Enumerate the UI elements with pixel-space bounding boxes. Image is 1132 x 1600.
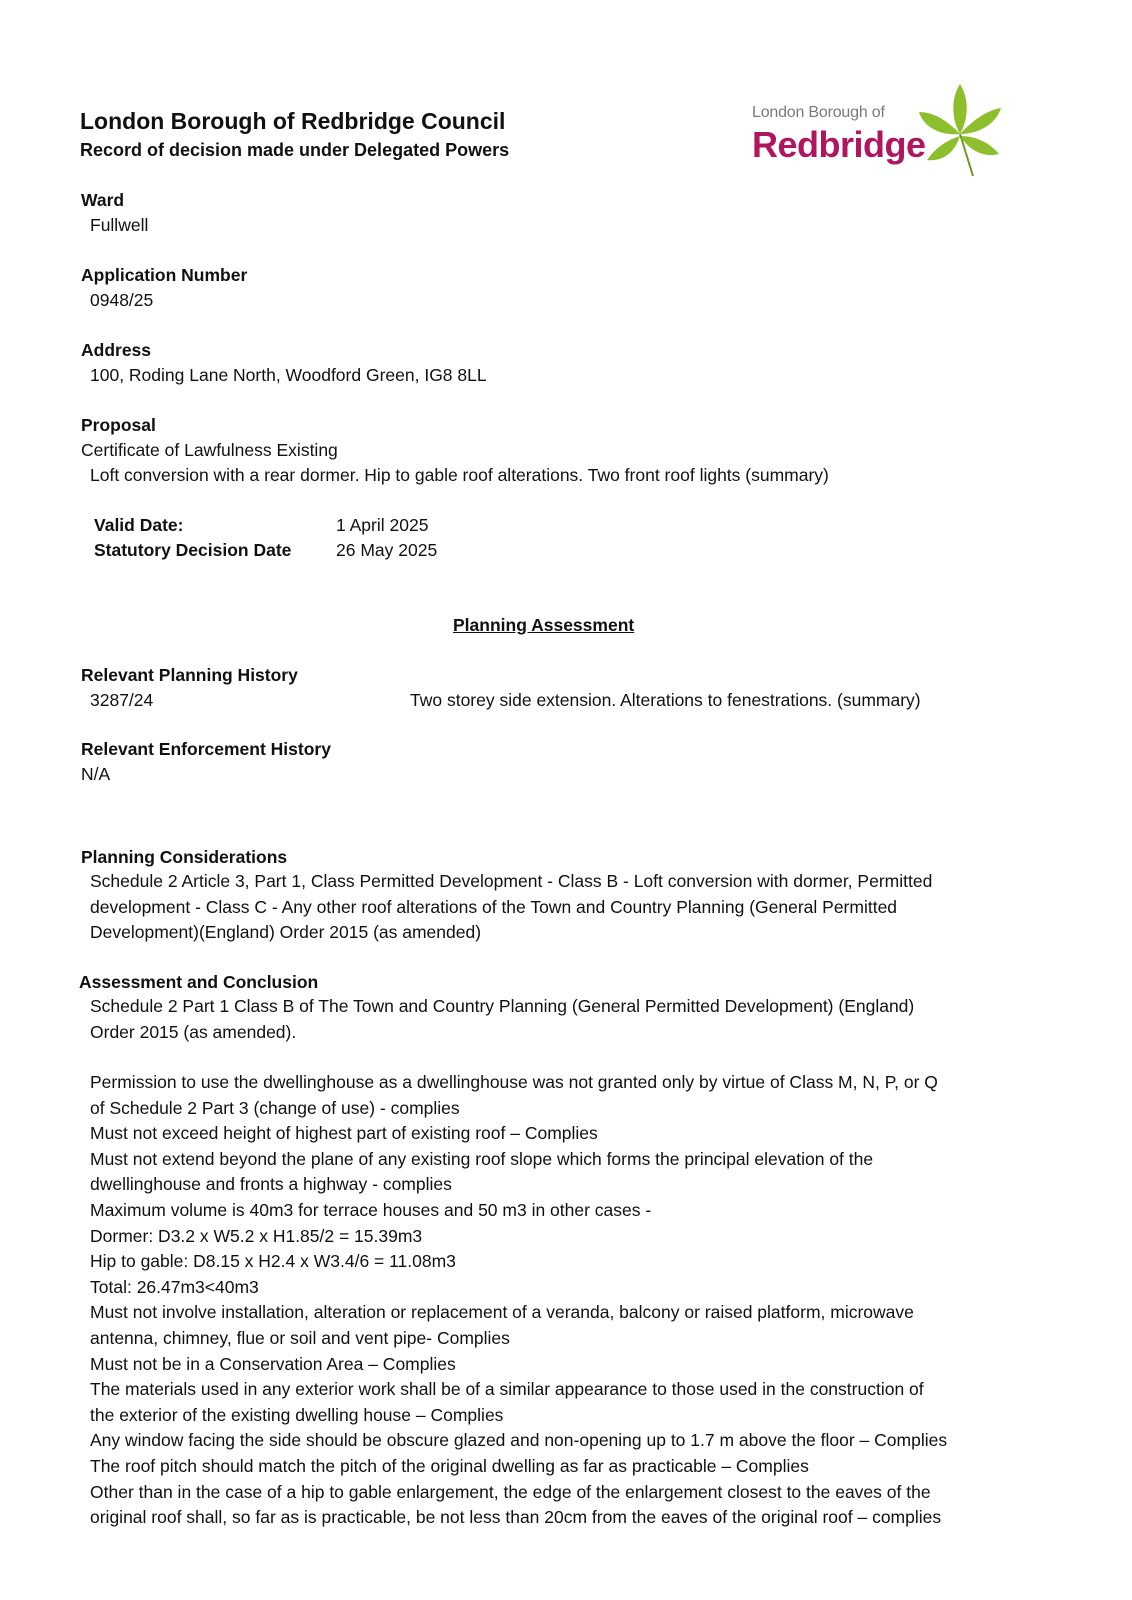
criteria-line: original roof shall, so far as is practicable, be not less than 20cm from the eaves of the original roof – complies <box>90 1507 942 1528</box>
proposal-label: Proposal <box>81 415 156 435</box>
ward-label: Ward <box>81 190 125 210</box>
criteria-line: of Schedule 2 Part 3 (change of use) - complies <box>90 1097 460 1118</box>
application-number-value: 0948/25 <box>90 290 154 310</box>
statutory-date-label: Statutory Decision Date <box>94 540 292 560</box>
application-number-label: Application Number <box>81 265 248 285</box>
planning-history-label: Relevant Planning History <box>81 665 298 685</box>
page-subtitle: Record of decision made under Delegated Powers <box>80 140 510 160</box>
assessment-intro-text <box>90 994 914 1045</box>
criteria-line: The roof pitch should match the pitch of the original dwelling as far as practicable – Complies <box>90 1455 809 1476</box>
criteria-line: Maximum volume is 40m3 for terrace houses and 50 m3 in other cases - <box>90 1199 652 1220</box>
planning-history-ref: 3287/24 <box>90 690 154 710</box>
valid-date-value: 1 April 2025 <box>336 515 429 535</box>
proposal-type: Certificate of Lawfulness Existing <box>81 440 338 460</box>
proposal-description: Loft conversion with a rear dormer. Hip to gable roof alterations. Two front roof lights (summary) <box>90 465 829 485</box>
considerations-line: development - Class C - Any other roof alterations of the Town and Country Planning (General Permitted <box>90 896 898 917</box>
criteria-line: Must not involve installation, alteration or replacement of a veranda, balcony or raised platform, microwave <box>90 1302 914 1323</box>
considerations-line: Development)(England) Order 2015 (as amended) <box>90 922 482 943</box>
assessment-criteria-list <box>90 1070 947 1531</box>
considerations-line: Schedule 2 Article 3, Part 1, Class Permitted Development - Class B - Loft conversion with dormer, Permitted <box>90 871 933 891</box>
criteria-line: antenna, chimney, flue or soil and vent pipe- Complies <box>90 1327 510 1348</box>
address-label: Address <box>81 340 152 360</box>
criteria-line: The materials used in any exterior work shall be of a similar appearance to those used in the construction of <box>90 1379 924 1400</box>
enforcement-history-label: Relevant Enforcement History <box>81 739 331 759</box>
conclusion-intro-line: Schedule 2 Part 1 Class B of The Town and Country Planning (General Permitted Development) (England) <box>90 996 915 1016</box>
planning-considerations-label: Planning Considerations <box>81 847 288 867</box>
address-value: 100, Roding Lane North, Woodford Green, IG8 8LL <box>90 365 487 385</box>
criteria-line: Permission to use the dwellinghouse as a dwellinghouse was not granted only by virtue of Class M, N, P, or Q <box>90 1072 938 1092</box>
criteria-line: Must not extend beyond the plane of any existing roof slope which forms the principal elevation of the <box>90 1148 874 1169</box>
criteria-line: Any window facing the side should be obscure glazed and non-opening up to 1.7 m above the floor – Complies <box>90 1430 948 1451</box>
criteria-line: Dormer: D3.2 x W5.2 x H1.85/2 = 15.39m3 <box>90 1225 423 1246</box>
conclusion-intro-line: Order 2015 (as amended). <box>90 1021 297 1042</box>
planning-history-description: Two storey side extension. Alterations to fenestrations. (summary) <box>410 690 921 710</box>
criteria-line: Must not be in a Conservation Area – Complies <box>90 1353 456 1374</box>
criteria-line: Hip to gable: D8.15 x H2.4 x W3.4/6 = 11.08m3 <box>90 1251 456 1272</box>
statutory-date-value: 26 May 2025 <box>336 540 438 560</box>
logo-text-top: London Borough of <box>752 104 885 121</box>
planning-considerations-text <box>90 869 932 946</box>
assessment-conclusion-label: Assessment and Conclusion <box>79 972 319 992</box>
criteria-line: Must not exceed height of highest part of existing roof – Complies <box>90 1123 598 1144</box>
criteria-line: the exterior of the existing dwelling house – Complies <box>90 1404 504 1425</box>
enforcement-history-value: N/A <box>81 764 111 784</box>
valid-date-label: Valid Date: <box>94 515 184 535</box>
chestnut-leaf-icon <box>915 82 1005 180</box>
planning-assessment-heading: Planning Assessment <box>453 615 635 635</box>
criteria-line: Other than in the case of a hip to gable enlargement, the edge of the enlargement closest to the eaves of the <box>90 1481 931 1502</box>
criteria-line: Total: 26.47m3<40m3 <box>90 1276 259 1297</box>
ward-value: Fullwell <box>90 215 149 235</box>
logo-text-main: Redbridge <box>752 124 926 165</box>
page-title: London Borough of Redbridge Council <box>80 108 506 134</box>
criteria-line: dwellinghouse and fronts a highway - complies <box>90 1174 452 1195</box>
